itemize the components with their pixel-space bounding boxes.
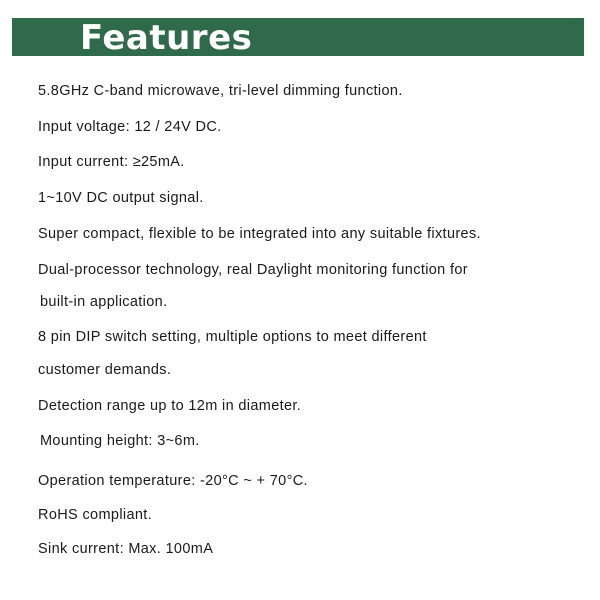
feature-line-dip-switch: 8 pin DIP switch setting, multiple options to meet different [38, 329, 427, 345]
feature-line-compact: Super compact, flexible to be integrated into any suitable fixtures. [38, 226, 481, 242]
feature-line-dual-processor: Dual-processor technology, real Daylight monitoring function for [38, 262, 468, 278]
feature-line-rohs: RoHS compliant. [38, 507, 153, 523]
feature-line-sink-current: Sink current: Max. 100mA [38, 541, 214, 557]
features-header-bar [12, 18, 584, 56]
feature-line-microwave: 5.8GHz C-band microwave, tri-level dimming function. [38, 83, 403, 99]
feature-line-operation-temperature: Operation temperature: -20°C ~ + 70°C. [38, 473, 308, 489]
feature-line-input-current: Input current: ≥25mA. [38, 154, 185, 170]
feature-line-input-voltage: Input voltage: 12 / 24V DC. [38, 119, 222, 135]
feature-line-customer-demands: customer demands. [38, 362, 172, 378]
feature-line-output-signal: 1~10V DC output signal. [38, 190, 204, 206]
feature-line-mounting-height: Mounting height: 3~6m. [40, 433, 200, 449]
features-title: Features [80, 18, 253, 58]
feature-line-detection-range: Detection range up to 12m in diameter. [38, 398, 302, 414]
feature-line-built-in: built-in application. [40, 294, 168, 310]
